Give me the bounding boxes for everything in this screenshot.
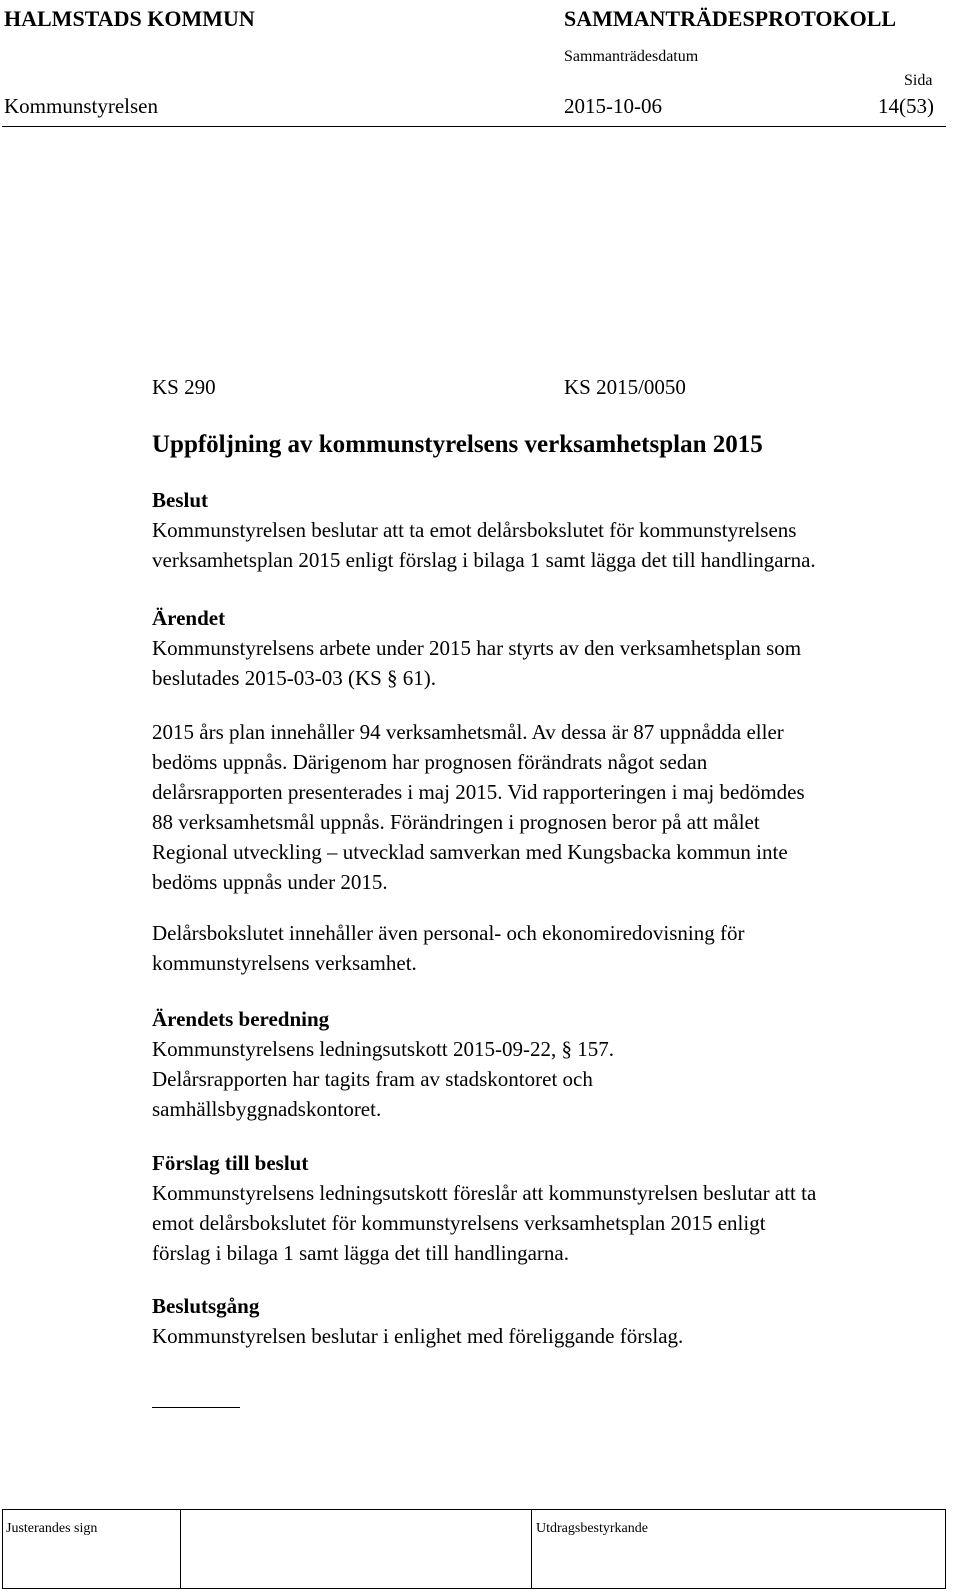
doc-type: SAMMANTRÄDESPROTOKOLL xyxy=(564,6,897,31)
section-forslag xyxy=(152,1148,816,1268)
text-line: delårsrapporten presenterades i maj 2015. Vid rapporteringen i maj bedömdes xyxy=(152,780,805,804)
section-heading: Ärendet xyxy=(152,606,226,630)
text-line: Kommunstyrelsen beslutar att ta emot delårsbokslutet för kommunstyrelsens xyxy=(152,518,797,542)
text-line: Kommunstyrelsen beslutar i enlighet med föreliggande förslag. xyxy=(152,1324,684,1348)
text-line: kommunstyrelsens verksamhet. xyxy=(152,951,417,975)
page-number: 14(53) xyxy=(878,94,934,118)
text-line: 88 verksamhetsmål uppnås. Förändringen i prognosen beror på att målet xyxy=(152,810,760,834)
section-beslutsgang xyxy=(152,1291,683,1351)
header-divider xyxy=(2,126,946,127)
section-beslut xyxy=(152,485,816,575)
case-diary: KS 2015/0050 xyxy=(564,375,686,399)
justerandes-sign-label: Justerandes sign xyxy=(6,1521,98,1536)
text-line: samhällsbyggnadskontoret. xyxy=(152,1097,382,1121)
text-line: Kommunstyrelsens ledningsutskott 2015-09-22, § 157. xyxy=(152,1037,614,1061)
section-beredning xyxy=(152,1004,614,1124)
page-label: Sida xyxy=(904,72,933,89)
arendet-paragraph-3 xyxy=(152,918,745,978)
section-heading: Beslutsgång xyxy=(152,1294,260,1318)
page-title: Uppföljning av kommunstyrelsens verksamhetsplan 2015 xyxy=(152,431,763,458)
section-heading: Förslag till beslut xyxy=(152,1151,309,1175)
text-line: förslag i bilaga 1 samt lägga det till handlingarna. xyxy=(152,1241,569,1265)
text-line: Regional utveckling – utvecklad samverkan med Kungsbacka kommun inte xyxy=(152,840,788,864)
end-marker-line xyxy=(152,1407,240,1408)
date-label: Sammanträdesdatum xyxy=(564,48,699,65)
text-line: beslutades 2015-03-03 (KS § 61). xyxy=(152,666,437,690)
text-line: emot delårsbokslutet för kommunstyrelsens verksamhetsplan 2015 enligt xyxy=(152,1211,766,1235)
org-name: HALMSTADS KOMMUN xyxy=(4,6,255,31)
body-name: Kommunstyrelsen xyxy=(4,94,158,118)
section-heading: Ärendets beredning xyxy=(152,1007,330,1031)
footer-signature-table xyxy=(2,1509,946,1589)
text-line: bedöms uppnås. Därigenom har prognosen förändrats något sedan xyxy=(152,750,708,774)
section-heading: Beslut xyxy=(152,488,209,512)
text-line: bedöms uppnås under 2015. xyxy=(152,870,388,894)
text-line: 2015 års plan innehåller 94 verksamhetsmål. Av dessa är 87 uppnådda eller xyxy=(152,720,784,744)
text-line: Delårsrapporten har tagits fram av stadskontoret och xyxy=(152,1067,593,1091)
text-line: verksamhetsplan 2015 enligt förslag i bilaga 1 samt lägga det till handlingarna. xyxy=(152,548,816,572)
meeting-date: 2015-10-06 xyxy=(564,94,662,118)
case-paragraph: KS 290 xyxy=(152,375,216,399)
text-line: Kommunstyrelsens arbete under 2015 har styrts av den verksamhetsplan som xyxy=(152,636,802,660)
arendet-paragraph-2 xyxy=(152,717,805,897)
section-arendet xyxy=(152,603,801,693)
text-line: Delårsbokslutet innehåller även personal- och ekonomiredovisning för xyxy=(152,921,745,945)
utdragsbestyrkande-label: Utdragsbestyrkande xyxy=(536,1521,648,1536)
text-line: Kommunstyrelsens ledningsutskott föreslår att kommunstyrelsen beslutar att ta xyxy=(152,1181,817,1205)
